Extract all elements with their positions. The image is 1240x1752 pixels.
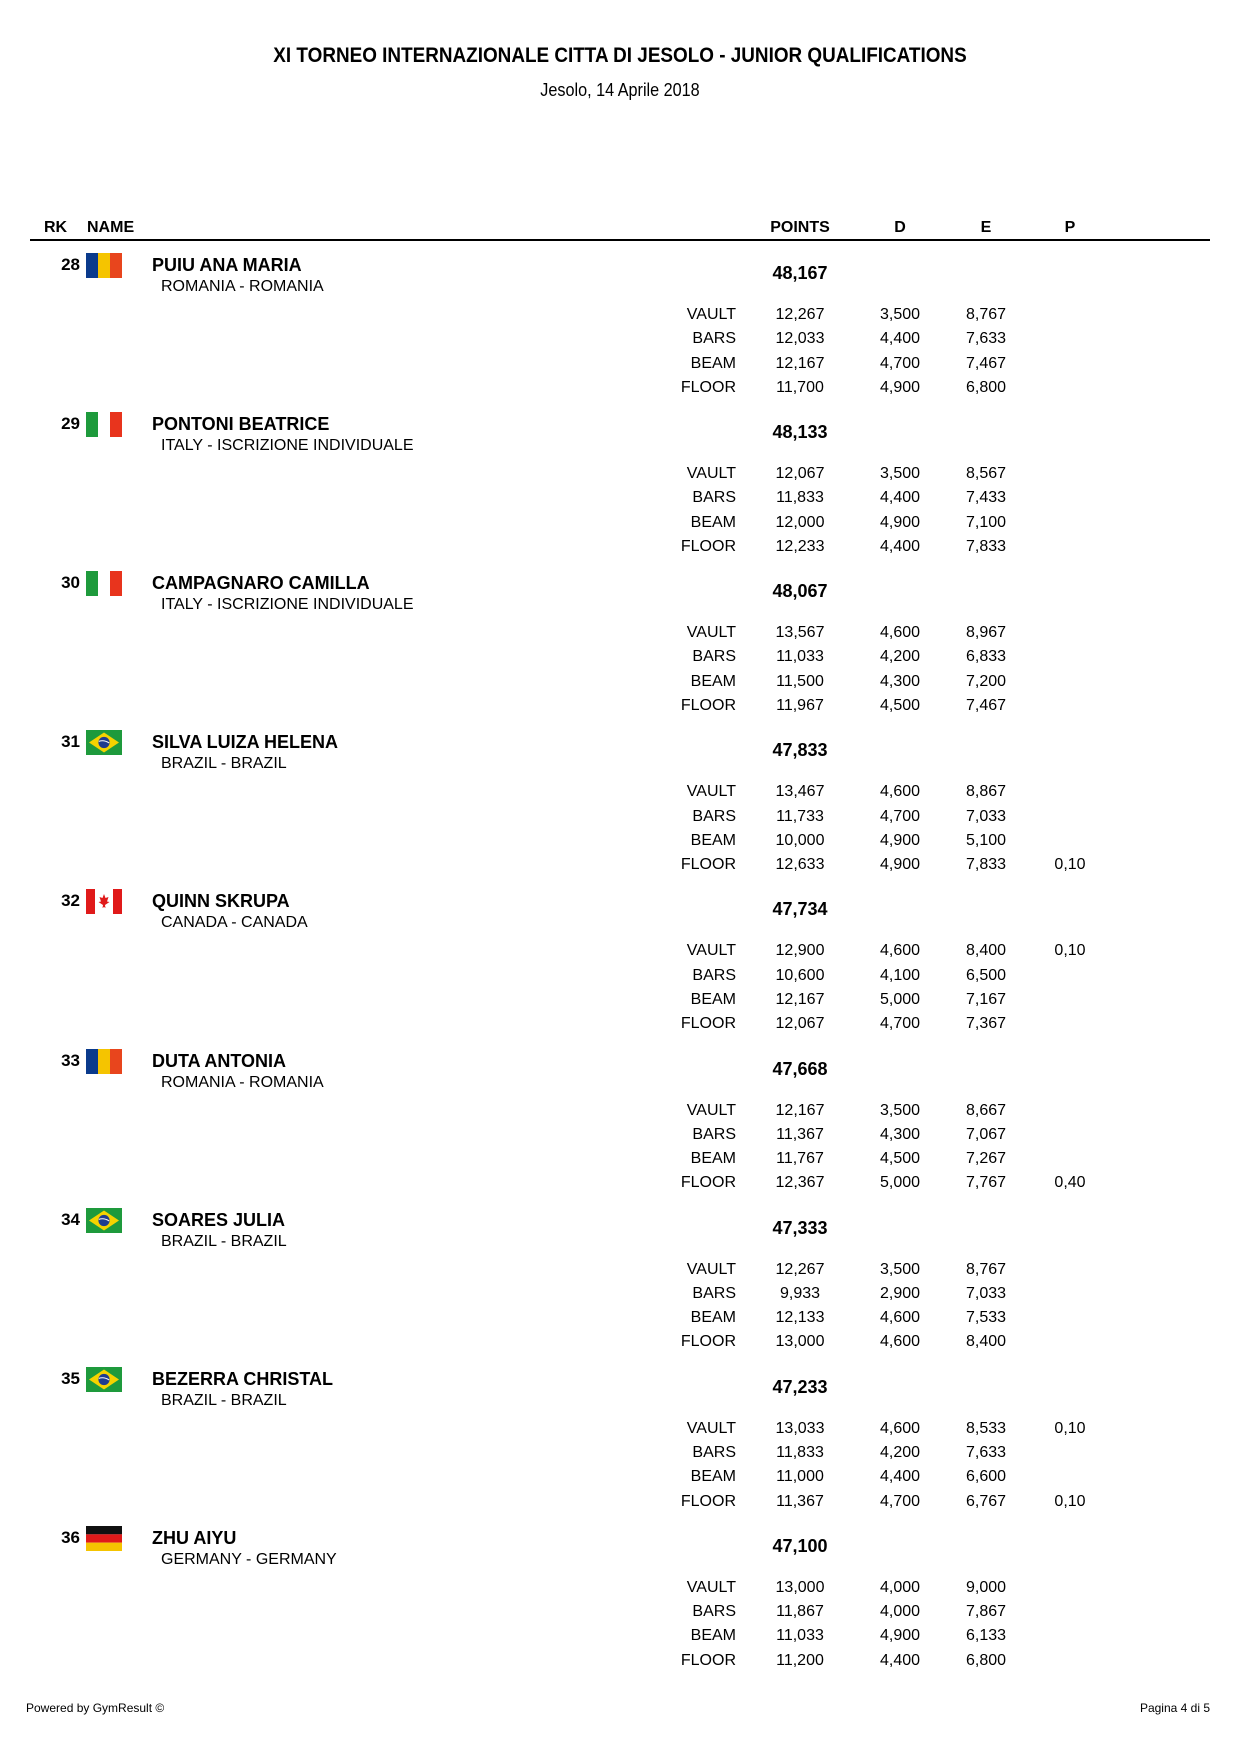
apparatus-e-score: 7,200 (965, 672, 1007, 690)
apparatus-e-score: 7,167 (965, 990, 1007, 1008)
apparatus-points: 11,833 (776, 489, 824, 507)
apparatus-points: 13,000 (775, 1578, 825, 1596)
apparatus-row (0, 1126, 1240, 1150)
apparatus-e-score: 7,033 (965, 807, 1007, 825)
apparatus-name: BARS (692, 1125, 736, 1143)
header-divider (30, 239, 1210, 241)
apparatus-d-score: 4,400 (879, 489, 921, 507)
apparatus-points: 12,067 (775, 465, 825, 483)
apparatus-d-score: 4,400 (879, 330, 921, 348)
apparatus-name: FLOOR (680, 856, 736, 874)
athlete-rank: 29 (61, 414, 80, 434)
athlete-name: SILVA LUIZA HELENA (152, 732, 338, 753)
apparatus-e-score: 8,767 (965, 1260, 1007, 1278)
apparatus-points: 12,000 (775, 513, 825, 531)
apparatus-name: FLOOR (680, 697, 736, 715)
column-header-d: D (894, 219, 906, 236)
apparatus-e-score: 7,767 (965, 1174, 1007, 1192)
athlete-name: ZHU AIYU (152, 1527, 237, 1548)
athlete-total-points: 48,067 (772, 581, 828, 602)
apparatus-row (0, 1261, 1240, 1285)
apparatus-row (0, 1015, 1240, 1039)
apparatus-d-score: 5,000 (879, 1174, 921, 1192)
athlete-country: ROMANIA - ROMANIA (161, 278, 324, 295)
apparatus-d-score: 4,500 (879, 1150, 921, 1168)
apparatus-e-score: 7,467 (965, 354, 1007, 372)
apparatus-row (0, 1150, 1240, 1174)
apparatus-points: 9,933 (779, 1284, 821, 1302)
athlete-name: SOARES JULIA (152, 1209, 286, 1230)
athlete-country: ITALY - ISCRIZIONE INDIVIDUALE (161, 596, 414, 614)
apparatus-row (0, 942, 1240, 966)
column-header-p: P (1064, 219, 1076, 236)
italy-flag (86, 412, 122, 437)
apparatus-d-score: 4,700 (879, 807, 921, 825)
apparatus-d-score: 3,500 (879, 1260, 921, 1278)
apparatus-name: BARS (692, 1443, 736, 1461)
apparatus-penalty: 0,10 (1054, 942, 1086, 960)
athlete-rank: 36 (61, 1527, 80, 1547)
apparatus-name: BARS (692, 489, 736, 507)
apparatus-row (0, 538, 1240, 562)
athlete-row (0, 253, 1240, 412)
apparatus-points: 12,267 (775, 306, 825, 323)
apparatus-e-score: 8,867 (965, 783, 1007, 801)
apparatus-points: 13,033 (775, 1419, 825, 1437)
athlete-country: GERMANY - GERMANY (161, 1550, 337, 1568)
apparatus-d-score: 4,600 (879, 1309, 921, 1327)
apparatus-penalty: 0,10 (1054, 1492, 1086, 1510)
athlete-rank: 35 (61, 1368, 80, 1388)
athlete-rank: 30 (61, 573, 80, 593)
apparatus-name: BARS (692, 807, 736, 825)
apparatus-row (0, 1285, 1240, 1309)
apparatus-d-score: 4,700 (879, 1492, 921, 1510)
athlete-total-points: 47,734 (772, 899, 828, 920)
brazil-flag (86, 730, 122, 755)
column-header-name: NAME (87, 219, 135, 236)
apparatus-e-score: 7,833 (965, 856, 1007, 874)
apparatus-d-score: 4,100 (879, 966, 921, 984)
athlete-name: PONTONI BEATRICE (152, 414, 330, 435)
athlete-total-points: 48,167 (772, 263, 828, 283)
apparatus-name: BARS (692, 330, 736, 348)
apparatus-row (0, 1493, 1240, 1517)
apparatus-d-score: 4,600 (879, 1419, 921, 1437)
apparatus-d-score: 4,700 (879, 354, 921, 372)
apparatus-row (0, 1174, 1240, 1198)
apparatus-row (0, 808, 1240, 832)
apparatus-e-score: 6,800 (965, 1651, 1007, 1669)
athlete-rank: 28 (61, 255, 80, 274)
apparatus-points: 12,367 (775, 1174, 825, 1192)
apparatus-row (0, 306, 1240, 330)
apparatus-row (0, 1102, 1240, 1126)
apparatus-name: VAULT (686, 942, 736, 960)
apparatus-e-score: 7,533 (965, 1309, 1007, 1327)
apparatus-points: 11,833 (776, 1443, 824, 1461)
apparatus-name: BEAM (690, 1309, 736, 1327)
apparatus-row (0, 1444, 1240, 1468)
apparatus-row (0, 832, 1240, 856)
apparatus-e-score: 6,600 (965, 1468, 1007, 1486)
apparatus-name: FLOOR (680, 537, 736, 555)
apparatus-name: BEAM (690, 990, 736, 1008)
apparatus-points: 12,167 (775, 1101, 825, 1119)
canada-flag (86, 889, 122, 914)
apparatus-d-score: 4,200 (879, 1443, 921, 1461)
athlete-rank: 31 (61, 732, 80, 752)
column-header-e: E (980, 219, 992, 236)
footer-powered-by: Powered by GymResult © (26, 1701, 165, 1715)
apparatus-points: 12,067 (775, 1015, 825, 1033)
apparatus-e-score: 6,833 (965, 648, 1007, 666)
apparatus-points: 12,233 (775, 537, 825, 555)
apparatus-d-score: 4,600 (879, 624, 921, 642)
apparatus-d-score: 4,200 (879, 648, 921, 666)
athlete-row (0, 1367, 1240, 1526)
apparatus-e-score: 7,100 (965, 513, 1007, 531)
apparatus-name: BARS (692, 1284, 736, 1302)
athlete-country: CANADA - CANADA (161, 914, 308, 932)
athlete-row (0, 1208, 1240, 1367)
athlete-total-points: 47,668 (772, 1058, 828, 1079)
brazil-flag (86, 1367, 122, 1392)
athlete-row (0, 412, 1240, 571)
apparatus-name: FLOOR (680, 1492, 736, 1510)
apparatus-name: VAULT (686, 624, 736, 642)
apparatus-e-score: 7,033 (965, 1284, 1007, 1302)
athlete-country: ROMANIA - ROMANIA (161, 1073, 324, 1091)
apparatus-row (0, 991, 1240, 1015)
apparatus-row (0, 1579, 1240, 1603)
page-subtitle: Jesolo, 14 Aprile 2018 (540, 80, 700, 100)
apparatus-points: 11,000 (776, 1468, 824, 1486)
athlete-country: ITALY - ISCRIZIONE INDIVIDUALE (161, 437, 414, 455)
romania-flag (86, 1049, 122, 1074)
apparatus-e-score: 8,533 (965, 1419, 1007, 1437)
apparatus-points: 11,867 (776, 1603, 824, 1621)
apparatus-name: BEAM (690, 354, 736, 372)
apparatus-row (0, 489, 1240, 513)
apparatus-points: 12,633 (775, 856, 825, 874)
apparatus-d-score: 4,700 (879, 1015, 921, 1033)
apparatus-row (0, 1333, 1240, 1357)
apparatus-name: BEAM (690, 672, 736, 690)
apparatus-points: 11,700 (776, 378, 824, 396)
apparatus-name: BEAM (690, 1627, 736, 1645)
apparatus-points: 13,000 (775, 1333, 825, 1351)
athlete-rank: 34 (61, 1209, 80, 1229)
apparatus-d-score: 4,600 (879, 942, 921, 960)
apparatus-e-score: 8,400 (965, 942, 1007, 960)
apparatus-name: VAULT (686, 465, 736, 483)
column-header-points: POINTS (770, 219, 830, 236)
apparatus-d-score: 4,600 (879, 1333, 921, 1351)
apparatus-points: 11,033 (776, 1627, 824, 1645)
athlete-name: PUIU ANA MARIA (152, 255, 302, 275)
apparatus-row (0, 1420, 1240, 1444)
apparatus-d-score: 4,900 (879, 1627, 921, 1645)
apparatus-d-score: 4,000 (879, 1603, 921, 1621)
athlete-rank: 33 (61, 1050, 80, 1070)
apparatus-name: FLOOR (680, 1333, 736, 1351)
apparatus-name: BEAM (690, 1150, 736, 1168)
athlete-total-points: 47,233 (772, 1376, 828, 1397)
apparatus-d-score: 4,900 (879, 856, 921, 874)
apparatus-e-score: 6,500 (965, 966, 1007, 984)
apparatus-e-score: 9,000 (965, 1578, 1007, 1596)
apparatus-penalty: 0,10 (1054, 1419, 1086, 1437)
brazil-flag (86, 1208, 122, 1233)
apparatus-d-score: 5,000 (879, 990, 921, 1008)
athlete-row (0, 1049, 1240, 1208)
athlete-name: QUINN SKRUPA (152, 891, 290, 912)
apparatus-row (0, 1627, 1240, 1651)
athlete-total-points: 48,133 (772, 422, 828, 443)
apparatus-points: 11,733 (776, 807, 824, 825)
apparatus-d-score: 3,500 (879, 465, 921, 483)
apparatus-d-score: 4,400 (879, 1468, 921, 1486)
apparatus-name: FLOOR (680, 1015, 736, 1033)
apparatus-name: BEAM (690, 513, 736, 531)
apparatus-e-score: 8,400 (965, 1333, 1007, 1351)
apparatus-row (0, 856, 1240, 880)
athlete-row (0, 1526, 1240, 1685)
apparatus-points: 12,167 (775, 990, 825, 1008)
athlete-total-points: 47,333 (772, 1217, 828, 1238)
apparatus-row (0, 697, 1240, 721)
apparatus-name: FLOOR (680, 1174, 736, 1192)
athlete-rank: 32 (61, 891, 80, 911)
germany-flag (86, 1526, 122, 1551)
apparatus-name: VAULT (686, 1101, 736, 1119)
apparatus-d-score: 4,500 (879, 697, 921, 715)
column-header-rk: RK (44, 219, 68, 236)
apparatus-d-score: 2,900 (879, 1284, 921, 1302)
apparatus-name: VAULT (686, 1419, 736, 1437)
apparatus-points: 12,133 (775, 1309, 825, 1327)
romania-flag (86, 253, 122, 278)
apparatus-points: 12,033 (775, 330, 825, 348)
apparatus-e-score: 7,433 (965, 489, 1007, 507)
apparatus-d-score: 4,400 (879, 537, 921, 555)
apparatus-row (0, 783, 1240, 807)
athlete-name: BEZERRA CHRISTAL (152, 1368, 333, 1389)
apparatus-row (0, 330, 1240, 354)
apparatus-name: FLOOR (680, 378, 736, 396)
apparatus-row (0, 355, 1240, 379)
apparatus-d-score: 4,900 (879, 831, 921, 849)
apparatus-e-score: 6,800 (965, 378, 1007, 396)
athlete-name: DUTA ANTONIA (152, 1050, 286, 1071)
apparatus-d-score: 4,600 (879, 783, 921, 801)
apparatus-penalty: 0,40 (1054, 1174, 1086, 1192)
athlete-total-points: 47,100 (772, 1535, 828, 1556)
apparatus-points: 12,267 (775, 1260, 825, 1278)
apparatus-e-score: 7,833 (965, 537, 1007, 555)
apparatus-name: BARS (692, 966, 736, 984)
apparatus-row (0, 1468, 1240, 1492)
apparatus-e-score: 7,467 (965, 697, 1007, 715)
apparatus-name: BEAM (690, 831, 736, 849)
apparatus-d-score: 4,300 (879, 672, 921, 690)
apparatus-d-score: 4,300 (879, 1125, 921, 1143)
athlete-row (0, 889, 1240, 1048)
footer-page-number: Pagina 4 di 5 (1139, 1701, 1210, 1715)
apparatus-e-score: 7,267 (965, 1150, 1007, 1168)
apparatus-points: 13,467 (775, 783, 825, 801)
apparatus-e-score: 6,767 (965, 1492, 1007, 1510)
apparatus-row (0, 648, 1240, 672)
apparatus-d-score: 4,900 (879, 513, 921, 531)
apparatus-name: VAULT (686, 1260, 736, 1278)
athlete-total-points: 47,833 (772, 740, 828, 761)
apparatus-row (0, 673, 1240, 697)
apparatus-points: 10,600 (775, 966, 825, 984)
apparatus-e-score: 7,633 (965, 1443, 1007, 1461)
apparatus-row (0, 465, 1240, 489)
apparatus-d-score: 4,400 (879, 1651, 921, 1669)
apparatus-points: 11,500 (776, 672, 824, 690)
apparatus-name: BARS (692, 1603, 736, 1621)
apparatus-points: 13,567 (775, 624, 825, 642)
apparatus-penalty: 0,10 (1054, 856, 1086, 874)
apparatus-points: 11,367 (776, 1492, 824, 1510)
apparatus-points: 11,200 (776, 1651, 824, 1669)
apparatus-e-score: 8,967 (965, 624, 1007, 642)
athlete-country: BRAZIL - BRAZIL (161, 755, 287, 773)
apparatus-d-score: 4,900 (879, 378, 921, 396)
apparatus-e-score: 5,100 (965, 831, 1007, 849)
apparatus-points: 11,033 (776, 648, 824, 666)
athlete-name: CAMPAGNARO CAMILLA (152, 573, 370, 594)
apparatus-e-score: 6,133 (965, 1627, 1007, 1645)
apparatus-e-score: 7,367 (965, 1015, 1007, 1033)
apparatus-e-score: 7,633 (965, 330, 1007, 348)
athlete-country: BRAZIL - BRAZIL (161, 1232, 287, 1250)
apparatus-e-score: 7,867 (965, 1603, 1007, 1621)
page-title: XI TORNEO INTERNAZIONALE CITTA DI JESOLO - JUNIOR QUALIFICATIONS (273, 44, 967, 67)
apparatus-e-score: 8,667 (965, 1101, 1007, 1119)
apparatus-row (0, 967, 1240, 991)
apparatus-row (0, 514, 1240, 538)
apparatus-row (0, 1603, 1240, 1627)
apparatus-points: 11,767 (776, 1150, 824, 1168)
apparatus-points: 11,367 (776, 1125, 824, 1143)
apparatus-name: VAULT (686, 783, 736, 801)
apparatus-points: 11,967 (776, 697, 824, 715)
apparatus-row (0, 1652, 1240, 1676)
italy-flag (86, 571, 122, 596)
apparatus-d-score: 3,500 (879, 1101, 921, 1119)
apparatus-name: VAULT (686, 1578, 736, 1596)
apparatus-d-score: 3,500 (879, 306, 921, 323)
apparatus-name: FLOOR (680, 1651, 736, 1669)
apparatus-points: 12,900 (775, 942, 825, 960)
apparatus-row (0, 379, 1240, 403)
apparatus-name: BEAM (690, 1468, 736, 1486)
apparatus-row (0, 624, 1240, 648)
apparatus-e-score: 8,567 (965, 465, 1007, 483)
apparatus-e-score: 8,767 (965, 306, 1007, 323)
apparatus-e-score: 7,067 (965, 1125, 1007, 1143)
athlete-country: BRAZIL - BRAZIL (161, 1391, 287, 1409)
apparatus-points: 10,000 (775, 831, 825, 849)
apparatus-name: VAULT (686, 306, 736, 323)
apparatus-points: 12,167 (775, 354, 825, 372)
apparatus-name: BARS (692, 648, 736, 666)
apparatus-row (0, 1309, 1240, 1333)
athlete-row (0, 730, 1240, 889)
apparatus-d-score: 4,000 (879, 1578, 921, 1596)
athlete-row (0, 571, 1240, 730)
